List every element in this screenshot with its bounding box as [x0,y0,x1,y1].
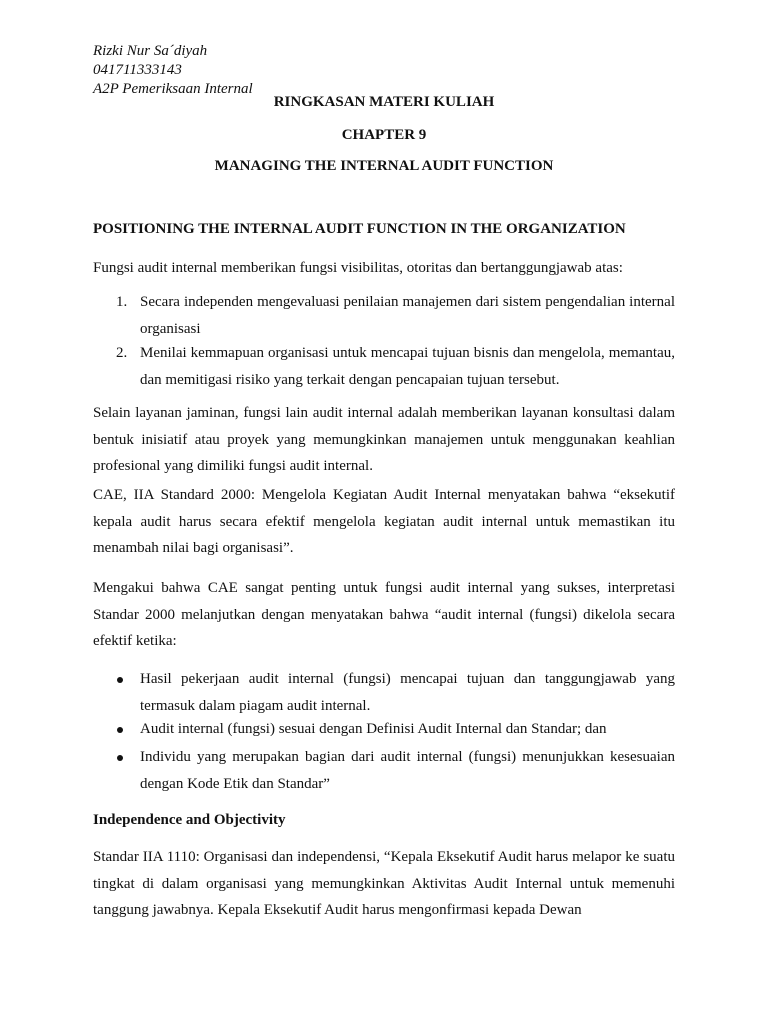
bullet-icon [117,677,123,683]
section-heading-positioning: POSITIONING THE INTERNAL AUDIT FUNCTION IN THE ORGANIZATION [93,221,626,237]
bullet-item [93,666,675,719]
bullet-icon [117,755,123,761]
item-number: 1. [116,294,128,310]
student-id: 041711333143 [93,62,182,78]
topic-title: MANAGING THE INTERNAL AUDIT FUNCTION [214,158,554,174]
numbered-item [93,340,675,393]
numbered-item [93,289,675,342]
standard-1110-paragraph: Standar IIA 1110: Organisasi dan independensi, “Kepala Eksekutif Audit harus melapor ke suatu tingkat di dalam organisasi yang memungkinkan Aktivitas Audit Internal untuk memenuhi tanggung jawabnya. Kepala Eksekutif Audit harus mengonfirmasi kepada Dewan [93,849,675,918]
interpretation-paragraph: Mengakui bahwa CAE sangat penting untuk fungsi audit internal yang sukses, interpretasi Standar 2000 melanjutkan dengan menyatakan bahwa “audit internal (fungsi) dikelola secara efektif ketika: [93,580,675,649]
author-header [93,42,253,99]
course-name: A2P Pemeriksaan Internal [93,81,253,97]
bullet-item [93,744,675,797]
bullet-text: Audit internal (fungsi) sesuai dengan Definisi Audit Internal dan Standar; dan [140,721,607,737]
consulting-paragraph: Selain layanan jaminan, fungsi lain audit internal adalah memberikan layanan konsultasi dalam bentuk inisiatif atau proyek yang memungkinkan manajemen untuk menggunakan keahlian profesional yang dimiliki fungsi audit internal. [93,405,675,474]
author-name: Rizki Nur Sa´diyah [93,43,208,59]
document-title: RINGKASAN MATERI KULIAH [273,94,495,110]
bullet-item [93,716,675,743]
item-text: Secara independen mengevaluasi penilaian manajemen dari sistem pengendalian internal organisasi [140,294,675,337]
intro-paragraph: Fungsi audit internal memberikan fungsi visibilitas, otoritas dan bertanggungjawab atas: [93,260,623,276]
bullet-icon [117,727,123,733]
item-text: Menilai kemmapuan organisasi untuk mencapai tujuan bisnis dan mengelola, memantau, dan memitigasi risiko yang terkait dengan pencapaian tujuan tersebut. [140,345,675,388]
bullet-text: Hasil pekerjaan audit internal (fungsi) mencapai tujuan dan tanggungjawab yang termasuk dalam piagam audit internal. [140,671,675,714]
chapter-title: CHAPTER 9 [341,127,427,143]
item-number: 2. [116,345,128,361]
standard-2000-paragraph: CAE, IIA Standard 2000: Mengelola Kegiatan Audit Internal menyatakan bahwa “eksekutif kepala audit harus secara efektif mengelola kegiatan audit internal untuk memastikan itu menambah nilai bagi organisasi”. [93,487,675,556]
section-heading-independence: Independence and Objectivity [93,812,286,828]
bullet-text: Individu yang merupakan bagian dari audit internal (fungsi) menunjukkan kesesuaian dengan Kode Etik dan Standar” [140,749,675,792]
